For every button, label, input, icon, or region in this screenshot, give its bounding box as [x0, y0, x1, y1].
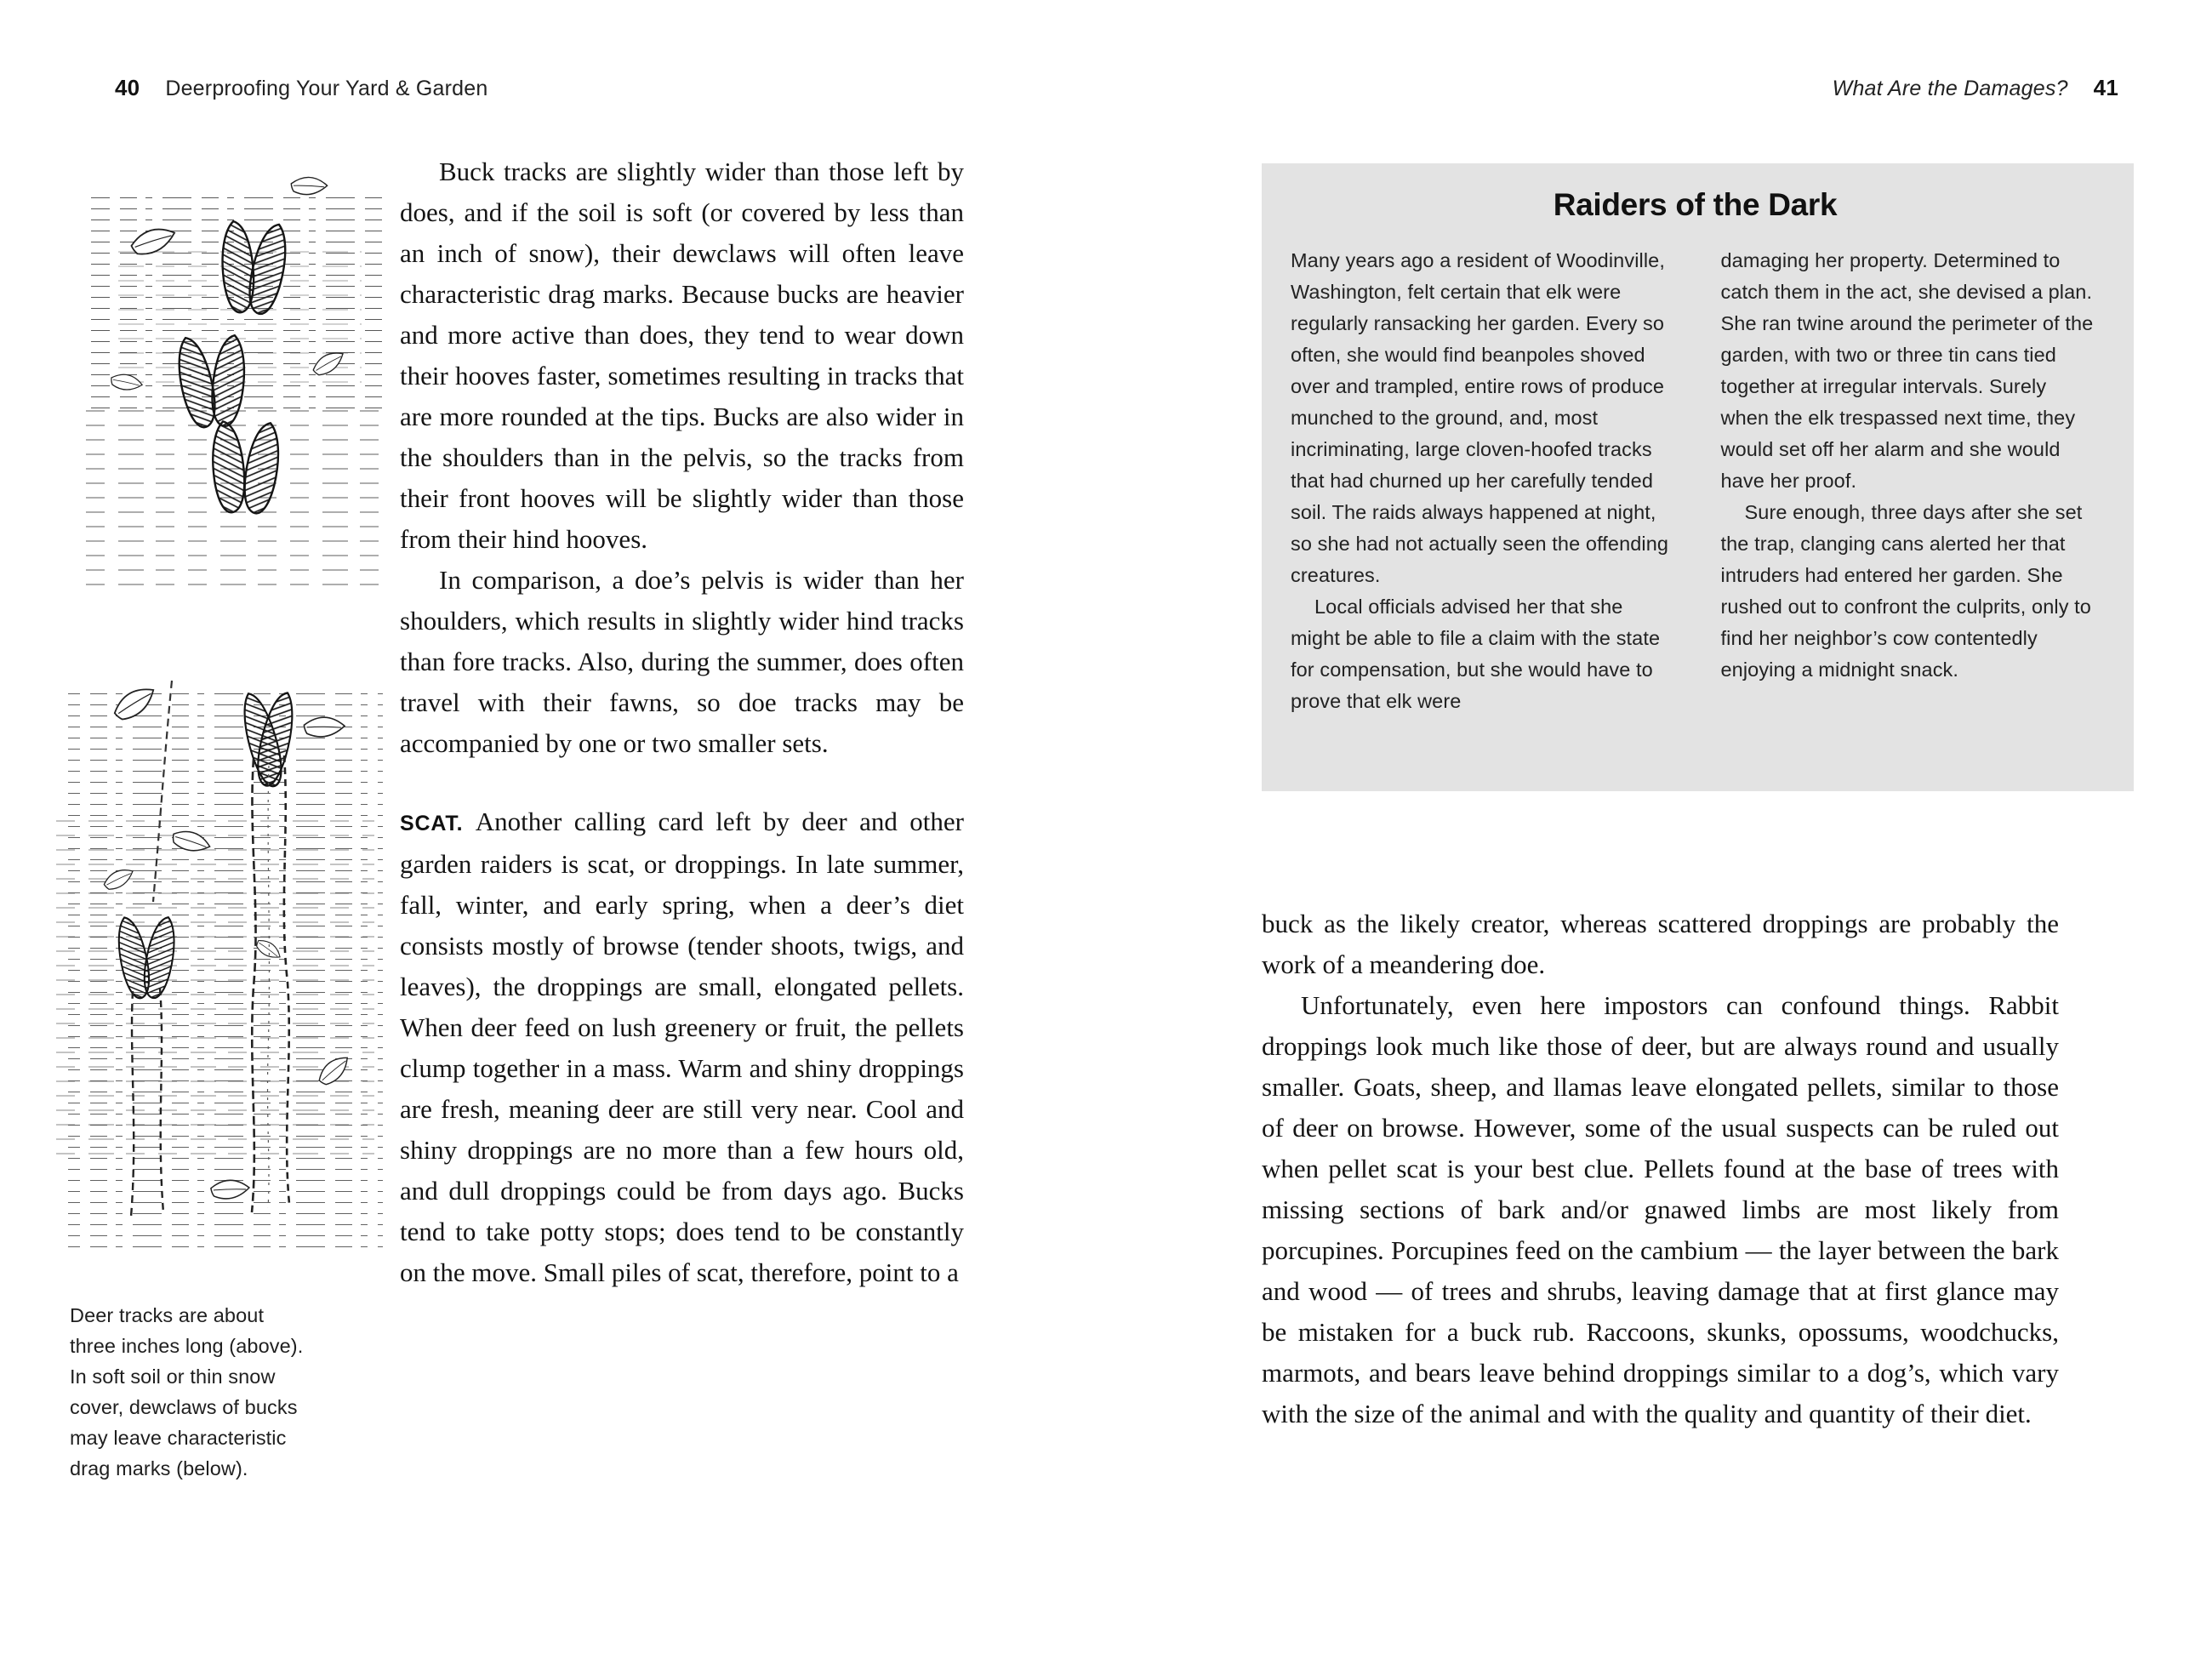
deer-tracks-illustration: [81, 115, 396, 634]
ground-hatching: [51, 808, 374, 1166]
drag-marks-illustration: [51, 655, 391, 1293]
book-title: Deerproofing Your Yard & Garden: [165, 77, 488, 100]
page-number-left: 40: [115, 75, 140, 100]
body-paragraph: In comparison, a doe’s pelvis is wider than her shoulders, which results in slightly wider hind tracks than fore tracks. Also, during the summer, does often travel with their fawns, so doe tracks may be accompanied by one or two smaller sets.: [400, 565, 964, 758]
illustration-caption: Deer tracks are about three inches long (above). In soft soil or thin snow cover, dewclaws of bucks may leave characteristic drag marks (below).: [70, 1304, 304, 1479]
sidebar-paragraph: damaging her property. Determined to catch them in the act, she devised a plan. She ran twine around the perimeter of the garden, with two or three tin cans tied together at irregular intervals. Surely when the elk trespassed next time, they would set off her alarm and she would have her proof.: [1720, 249, 2094, 492]
scat-paragraph-text: Another calling card left by deer and other garden raiders is scat, or droppings. In late summer, fall, winter, and early spring, when a deer’s diet consists mostly of browse (tender shoots, twigs, and leaves), the droppings are small, elongated pellets. When deer feed on lush greenery or fruit, the pellets clump together in a mass. Warm and shiny droppings are fresh, meaning deer are still very near. Cool and shiny droppings are no more than a few hours old, and dull droppings could be from days ago. Bucks tend to take potty stops; does tend to be constantly on the move. Small piles of scat, therefore, point to a: [400, 807, 964, 1287]
chapter-title: What Are the Damages?: [1832, 77, 2068, 100]
body-paragraph: Unfortunately, even here impostors can confound things. Rabbit droppings look much like those of deer, but are always round and usually smaller. Goats, sheep, and llamas leave elongated pellets, similar to those of deer on browse. However, some of the usual suspects can be ruled out when pellet scat is your best clue. Pellets found at the base of trees with missing sections of bark and/or gnawed limbs are most likely from porcupines. Porcupines feed on the cambium — the layer between the bark and wood — of trees and shrubs, leaving damage that at first glance may be mistaken for a buck rub. Raccoons, skunks, opossums, woodchucks, marmots, and bears leave behind droppings similar to a dog’s, which vary with the size of the animal and with the quality and quantity of their diet.: [1262, 990, 2059, 1428]
sidebar-paragraph: Local officials advised her that she might be able to file a claim with the state for compensation, but she would have to prove that elk were: [1291, 596, 1661, 712]
left-page-text-column: [400, 151, 964, 1293]
sidebar-column-1: [1291, 245, 1670, 717]
page-number-right: 41: [2093, 75, 2118, 100]
sidebar-column-2: [1721, 245, 2101, 717]
sidebar-paragraph: Many years ago a resident of Woodinville, Washington, felt certain that elk were regularly ransacking her garden. Every so often, she would find beanpoles shoved over and trampled, entire rows of produce munched to the ground, and, most incriminating, large cloven-hoofed tracks that had churned up her carefully tended soil. The raids always happened at night, so she had not actually seen the offending creatures.: [1291, 249, 1669, 586]
drag-marks-drawing: [51, 655, 391, 1293]
body-paragraph: Buck tracks are slightly wider than those left by does, and if the soil is soft (or covered by less than an inch of snow), their dewclaws will often leave characteristic drag marks. Because bucks are heavier and more active than does, they tend to wear down their hooves faster, sometimes resulting in tracks that are more rounded at the tips. Bucks are also wider in the shoulders than in the pelvis, so the tracks from their front hooves will be slightly wider than those from their hind hooves.: [400, 157, 964, 554]
sidebar-title: Raiders of the Dark: [1553, 187, 1838, 222]
leaf-icon: [289, 173, 328, 199]
body-paragraph-scat: [400, 801, 964, 1293]
body-paragraph: buck as the likely creator, whereas scattered droppings are probably the work of a meandering doe.: [1262, 909, 2059, 979]
running-head-right: [1833, 75, 2118, 101]
sidebar-paragraph: Sure enough, three days after she set the trap, clanging cans alerted her that intruders had entered her garden. She rushed out to confront the culprits, only to find her neighbor’s cow contentedly enjoying a midnight snack.: [1720, 501, 2091, 681]
right-page-text-column: [1262, 904, 2059, 1434]
scat-run-in-heading: SCAT.: [400, 812, 476, 835]
sidebar-raiders-of-the-dark: [1262, 163, 2134, 791]
sidebar-columns: [1291, 245, 2100, 717]
running-head-left: [115, 75, 487, 101]
deer-tracks-drawing: [81, 115, 396, 634]
